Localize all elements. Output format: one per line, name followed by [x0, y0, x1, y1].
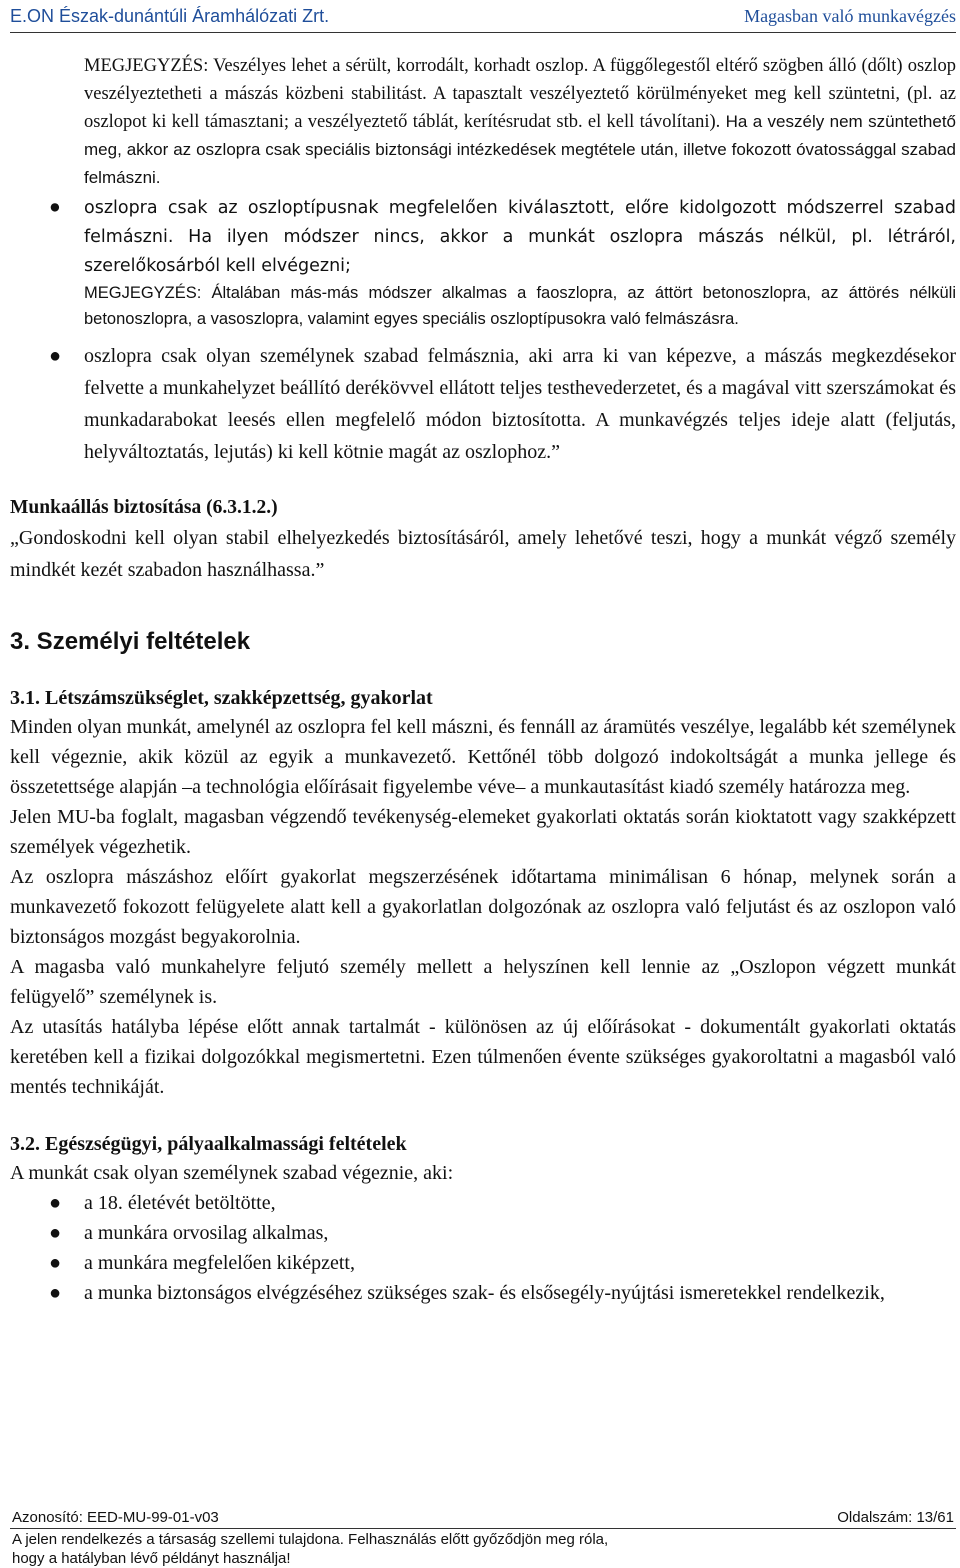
section-title-3: 3. Személyi feltételek — [10, 628, 251, 655]
bullet-icon: ● — [49, 197, 61, 218]
requirements-list — [10, 1188, 956, 1308]
section-title-3-1: 3.1. Létszámszükséglet, szakképzettség, gyakorlat — [10, 687, 433, 709]
paragraph: Minden olyan munkát, amelynél az oszlopra fel kell mászni, és fennáll az áramütés veszélye, legalább két személynek kell végeznie, akik közül az egyik a munkavezető. Kettőnél több dolgozó indokoltságát a munka jellege és összetettsége alapján –a technológia előírásait figyelembe véve– a munkautasítást kiadó személy határozza meg. — [10, 716, 956, 798]
document-topic: Magasban való munkavégzés — [744, 6, 956, 26]
footer-meta-row — [10, 1509, 956, 1528]
document-body — [10, 52, 956, 1308]
section-3-1-body — [10, 712, 956, 1102]
company-name: E.ON Észak-dunántúli Áramhálózati Zrt. — [10, 6, 330, 26]
bullet-icon: ● — [49, 345, 62, 367]
paragraph: A magasba való munkahelyre feljutó személy mellett a helyszínen kell lennie az „Oszlopon végzett munkát felügyelő” személynek is. — [10, 956, 956, 1008]
list-item — [10, 340, 956, 468]
paragraph: Az oszlopra mászáshoz előírt gyakorlat megszerzésének időtartama minimálisan 6 hónap, melynek során a munkavezető fokozott felügyelete alatt kell a gyakorlatlan dolgozónak az oszlopra való feljutást és az oszlopon való biztonságos mozgást begyakorolnia. — [10, 866, 956, 948]
munkaallas-text: „Gondoskodni kell olyan stabil elhelyezkedés biztosításáról, amely lehetővé teszi, hogy a munkát végző személy mindkét kezét szabadon használhassa.” — [10, 527, 956, 581]
bullet-icon: ● — [49, 1252, 62, 1274]
section-title-3-2: 3.2. Egészségügyi, pályaalkalmassági feltételek — [10, 1133, 407, 1155]
list-item — [10, 194, 956, 332]
list-item: ● a munkára megfelelően kiképzett, — [10, 1248, 956, 1278]
bullet-icon: ● — [49, 1282, 62, 1304]
bullet-text: oszlopra csak az oszloptípusnak megfelelően kiválasztott, előre kidolgozott módszerrel szabad felmászni. Ha ilyen módszer nincs, akkor a munkát oszlopra mászás nélkül, pl. létráról, szerelőkosárból kell elvégezni; — [84, 198, 956, 276]
note-pole-danger: MEGJEGYZÉS: Veszélyes lehet a sérült, korrodált, korhadt oszlop. A függőlegestől eltérő szögben álló (dőlt) oszlop veszélyeztetheti a mászás közbeni stabilitást. A tapasztalt veszélyeztető körülményeket meg kell szüntetni, (pl. az oszlopot ki kell támasztani; a veszélyeztető táblát, kerítésrudat stb. el kell távolítani). Ha a veszély nem szüntethető meg, akkor az oszlopra csak speciális biztonsági intézkedések megtétele után, illetve fokozott óvatossággal szabad felmászni. — [84, 56, 957, 187]
list-item: ● a munka biztonságos elvégzéséhez szükséges szak- és elsősegély-nyújtási ismeretekkel rendelkezik, — [10, 1278, 956, 1308]
footer-notice-line1: A jelen rendelkezés a társaság szellemi tulajdona. Felhasználás előtt győződjön meg róla, — [12, 1531, 609, 1548]
footer-notice-line2: hogy a hatályban lévő példányt használja! — [12, 1550, 291, 1567]
list-item: ● a munkára orvosilag alkalmas, — [10, 1218, 956, 1248]
bullet-note: MEGJEGYZÉS: Általában más-más módszer alkalmas a faoszlopra, az áttört betonoszlopra, az áttörés nélküli betonoszlopra, a vasoszlopra, valamint egyes speciális oszloptípusokra való felmászásra. — [84, 284, 956, 328]
bullet-icon: ● — [49, 1192, 62, 1214]
section-3-2-intro: A munkát csak olyan személynek szabad végeznie, aki: — [10, 1162, 454, 1184]
page-header — [10, 4, 956, 33]
paragraph: Az utasítás hatályba lépése előtt annak tartalmát - különösen az új előírásokat - dokumentált gyakorlati oktatás keretében kell a fizikai dolgozókkal megismertetni. Ezen túlmenően évente szükséges gyakoroltatni a magasból való mentés technikáját. — [10, 1016, 956, 1098]
paragraph: Jelen MU-ba foglalt, magasban végzendő tevékenység-elemeket gyakorlati oktatás során kioktatott vagy szakképzett személyek végezhetik. — [10, 806, 956, 858]
bullet-text: oszlopra csak olyan személynek szabad felmásznia, aki arra ki van képezve, a mászás megkezdésekor felvette a munkahelyzet beállító derékövvel ellátott teljes testhevederzetet, és a magával vitt szerszámokat és munkadarabokat leesés ellen megfelelő módon biztosította. A munkavégzés teljes ideje alatt (feljutás, helyváltoztatás, lejutás) ki kell kötnie magát az oszlophoz.” — [84, 345, 956, 463]
section-title-munkaallas: Munkaállás biztosítása (6.3.1.2.) — [10, 497, 278, 518]
bullet-icon: ● — [49, 1222, 62, 1244]
document-id: Azonosító: EED-MU-99-01-v03 — [12, 1509, 219, 1526]
list-item: ● a 18. életévét betöltötte, — [10, 1188, 956, 1218]
page-number: Oldalszám: 13/61 — [837, 1509, 954, 1526]
footer-divider — [10, 1528, 956, 1529]
